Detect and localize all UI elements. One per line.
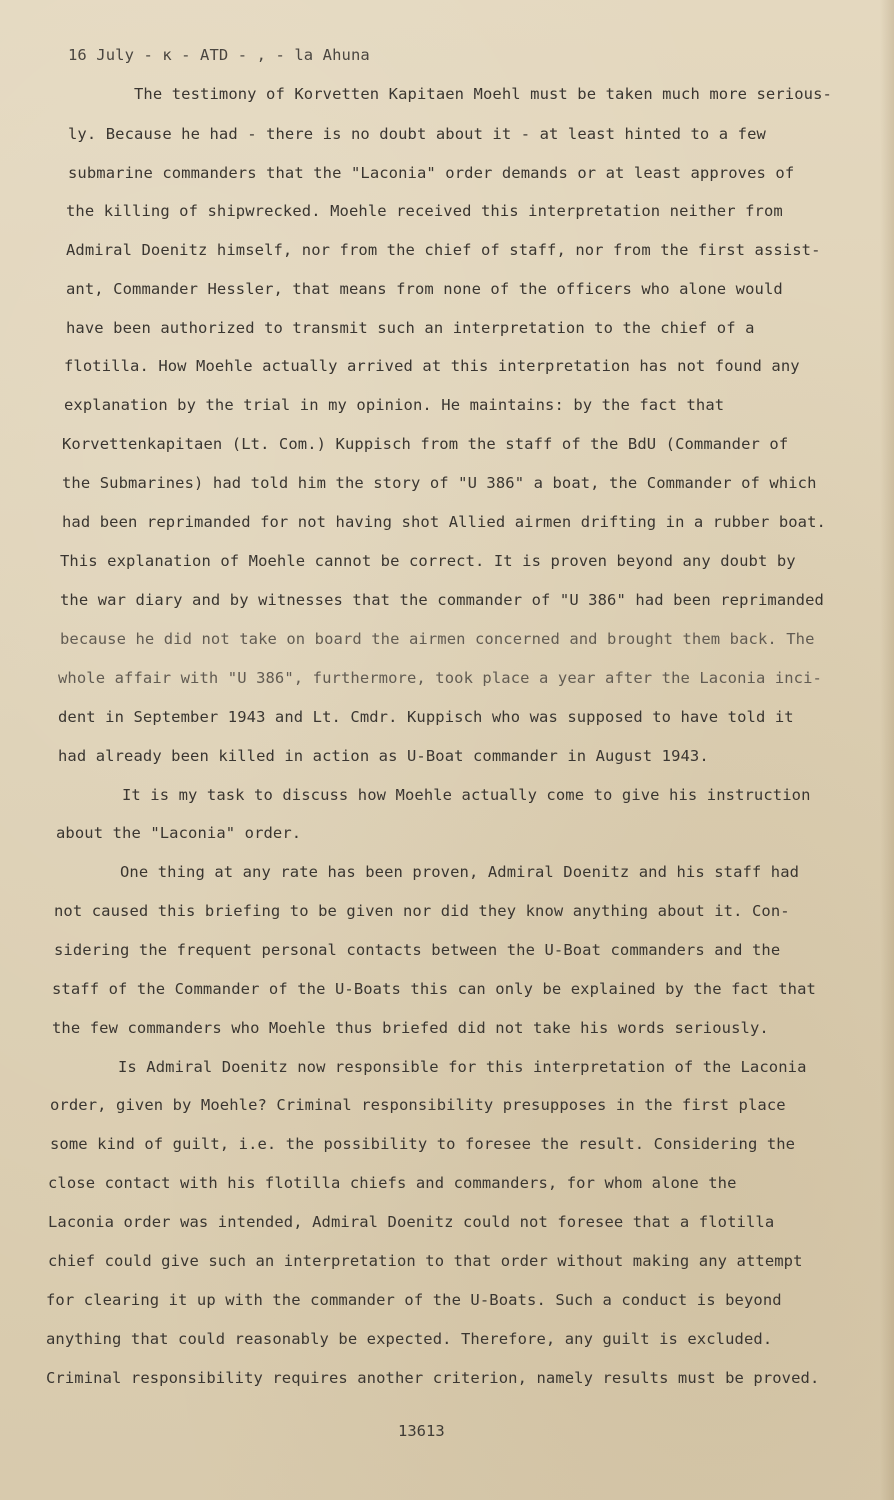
- body-line: This explanation of Moehle cannot be correct. It is proven beyond any doubt by: [60, 552, 796, 570]
- body-line: order, given by Moehle? Criminal responsibility presupposes in the first place: [50, 1096, 786, 1114]
- body-line: staff of the Commander of the U-Boats this can only be explained by the fact that: [52, 980, 816, 998]
- page-header: 16 July - ĸ - ATD - , - la Ahuna: [68, 46, 370, 64]
- body-line: had already been killed in action as U-Boat commander in August 1943.: [58, 747, 709, 765]
- body-line: Is Admiral Doenitz now responsible for this interpretation of the Laconia: [118, 1058, 807, 1076]
- body-line: submarine commanders that the "Laconia" order demands or at least approves of: [68, 164, 795, 182]
- body-line: Korvettenkapitaen (Lt. Com.) Kuppisch from the staff of the BdU (Commander of: [62, 435, 789, 453]
- body-line: the killing of shipwrecked. Moehle received this interpretation neither from: [66, 202, 783, 220]
- body-line: had been reprimanded for not having shot Allied airmen drifting in a rubber boat.: [62, 513, 826, 531]
- body-line: dent in September 1943 and Lt. Cmdr. Kuppisch who was supposed to have told it: [58, 708, 794, 726]
- body-line: close contact with his flotilla chiefs and commanders, for whom alone the: [48, 1174, 737, 1192]
- body-line: sidering the frequent personal contacts between the U-Boat commanders and the: [54, 941, 781, 959]
- body-line: ly. Because he had - there is no doubt about it - at least hinted to a few: [68, 125, 766, 143]
- body-line: Admiral Doenitz himself, nor from the chief of staff, nor from the first assist-: [66, 241, 821, 259]
- body-line: not caused this briefing to be given nor did they know anything about it. Con-: [54, 902, 790, 920]
- page-number: 13613: [398, 1422, 445, 1440]
- body-line: The testimony of Korvetten Kapitaen Moehl must be taken much more serious-: [134, 85, 832, 103]
- body-line: anything that could reasonably be expected. Therefore, any guilt is excluded.: [46, 1330, 773, 1348]
- body-line: chief could give such an interpretation to that order without making any attempt: [48, 1252, 803, 1270]
- body-line: One thing at any rate has been proven, Admiral Doenitz and his staff had: [120, 863, 800, 881]
- body-line: have been authorized to transmit such an interpretation to the chief of a: [66, 319, 755, 337]
- body-line: the Submarines) had told him the story of "U 386" a boat, the Commander of which: [62, 474, 817, 492]
- body-line: It is my task to discuss how Moehle actually come to give his instruction: [122, 786, 811, 804]
- body-line: ant, Commander Hessler, that means from none of the officers who alone would: [66, 280, 783, 298]
- body-line: Laconia order was intended, Admiral Doenitz could not foresee that a flotilla: [48, 1213, 775, 1231]
- body-line: about the "Laconia" order.: [56, 824, 302, 842]
- body-line: explanation by the trial in my opinion. He maintains: by the fact that: [64, 396, 725, 414]
- body-line: for clearing it up with the commander of the U-Boats. Such a conduct is beyond: [46, 1291, 782, 1309]
- body-line: Criminal responsibility requires another criterion, namely results must be proved.: [46, 1369, 820, 1387]
- body-line: whole affair with "U 386", furthermore, took place a year after the Laconia inci-: [58, 669, 822, 687]
- body-line: because he did not take on board the airmen concerned and brought them back. The: [60, 630, 815, 648]
- body-line: flotilla. How Moehle actually arrived at this interpretation has not found any: [64, 357, 800, 375]
- body-line: some kind of guilt, i.e. the possibility to foresee the result. Considering the: [50, 1135, 796, 1153]
- body-line: the war diary and by witnesses that the commander of "U 386" had been reprimanded: [60, 591, 824, 609]
- body-line: the few commanders who Moehle thus briefed did not take his words seriously.: [52, 1019, 769, 1037]
